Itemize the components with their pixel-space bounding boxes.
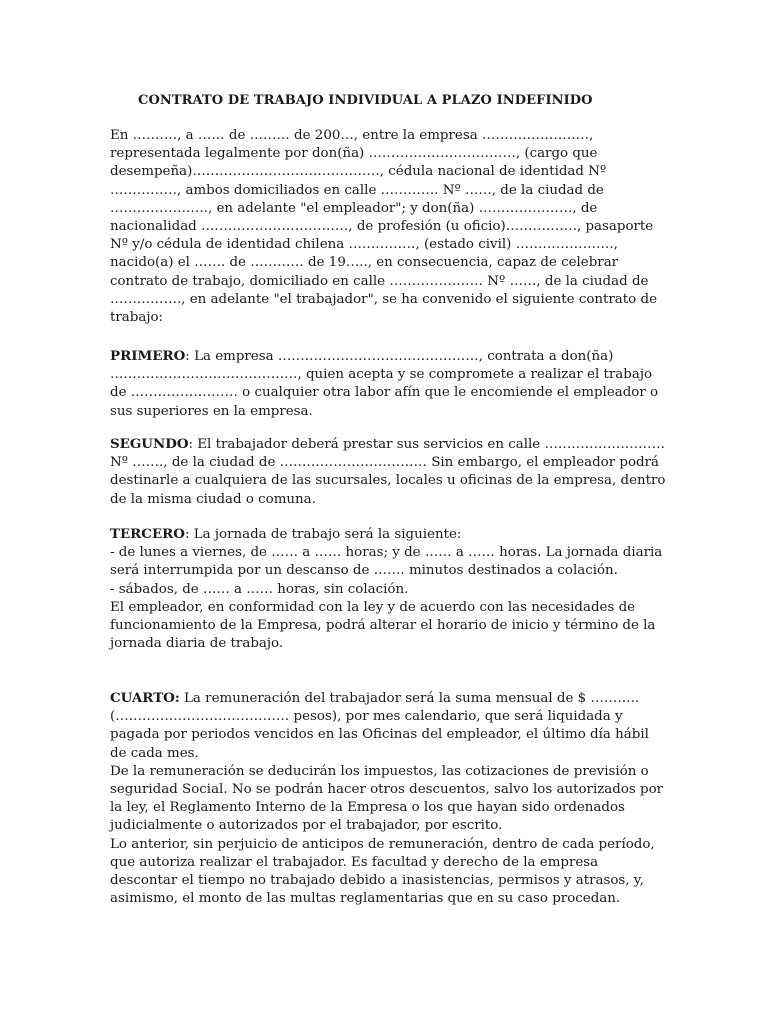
clause-text: La remuneración del trabajador será la suma mensual de $ ……….. (………………………………… pesos), por mes calendario, que será liquidada y pagada por periodos vencidos en las Oficinas del empleador, el último día hábil de cada mes. De la remuneración se deducirán los impuestos, las cotizaciones de previsión o seguridad Social. No se podrán hacer otros descuentos, salvo los autorizados por la ley, el Reglamento Interno de la Empresa o los que hayan sido ordenados judicialmente o autorizados por el trabajador, por escrito. Lo anterior, sin perjuicio de anticipos de remuneración, dentro de cada período, que autoriza realizar el trabajador. Es facultad y derecho de la empresa descontar el tiempo no trabajado debido a inasistencias, permisos y atrasos, y, asimismo, el monto de las multas reglamentarias que en su caso procedan. bbox=[110, 691, 664, 907]
intro-paragraph: En ………., a …… de ……… de 200…, entre la empresa ……………………, representada legalmente por don(ña) ……………………………, (cargo que desempeña)……………………………………, cédula nacional de identidad Nº ……………, ambos domiciliados en calle …………. Nº ……, de la ciudad de …………………., en adelante "el empleador"; y don(ña) …………………, de nacionalidad ……………………………, de profesión (u oficio)……………., pasaporte Nº y/o cédula de identidad chilena ……………, (estado civil) …………………., nacido(a) el ……. de ………… de 19….., en consecuencia, capaz de celebrar contrato de trabajo, domiciliado en calle ………………… Nº ……, de la ciudad de ……………., en adelante "el trabajador", se ha convenido el siguiente contrato de trabajo: bbox=[110, 128, 657, 326]
clause-text: : La empresa ………………………………………, contrata a don(ña) ……………………………………, quien acepta y se compromete a realizar el trabajo de …………………… o cualquier otra labor afín que le encomiende el empleador o sus superiores en la empresa. bbox=[110, 349, 659, 419]
clause-text: : La jornada de trabajo será la siguiente: - de lunes a viernes, de …… a …… horas; y de …… a …… horas. La jornada diaria será interrumpida por un descanso de ……. minutos destinados a colación. - sábados, de …… a …… horas, sin colación. El empleador, en conformidad con la ley y de acuerdo con las necesidades de funcionamiento de la Empresa, podrá alterar el horario de inicio y término de la jornada diaria de trabajo. bbox=[110, 527, 663, 652]
document-page bbox=[110, 0, 670, 1024]
clause-label: TERCERO bbox=[110, 526, 185, 542]
clause-tercero bbox=[110, 525, 666, 653]
document-title: CONTRATO DE TRABAJO INDIVIDUAL A PLAZO INDEFINIDO bbox=[138, 93, 593, 108]
clause-primero bbox=[110, 347, 666, 421]
clause-label: CUARTO: bbox=[110, 690, 180, 706]
clause-label: SEGUNDO bbox=[110, 436, 189, 452]
clause-segundo bbox=[110, 435, 666, 509]
clause-cuarto bbox=[110, 689, 666, 908]
clause-label: PRIMERO bbox=[110, 348, 186, 364]
clause-text: : El trabajador deberá prestar sus servicios en calle ……………………… Nº ……., de la ciudad de …………………………… Sin embargo, el empleador podrá destinarle a cualquiera de las sucursales, locales u oficinas de la empresa, dentro de la misma ciudad o comuna. bbox=[110, 437, 666, 507]
